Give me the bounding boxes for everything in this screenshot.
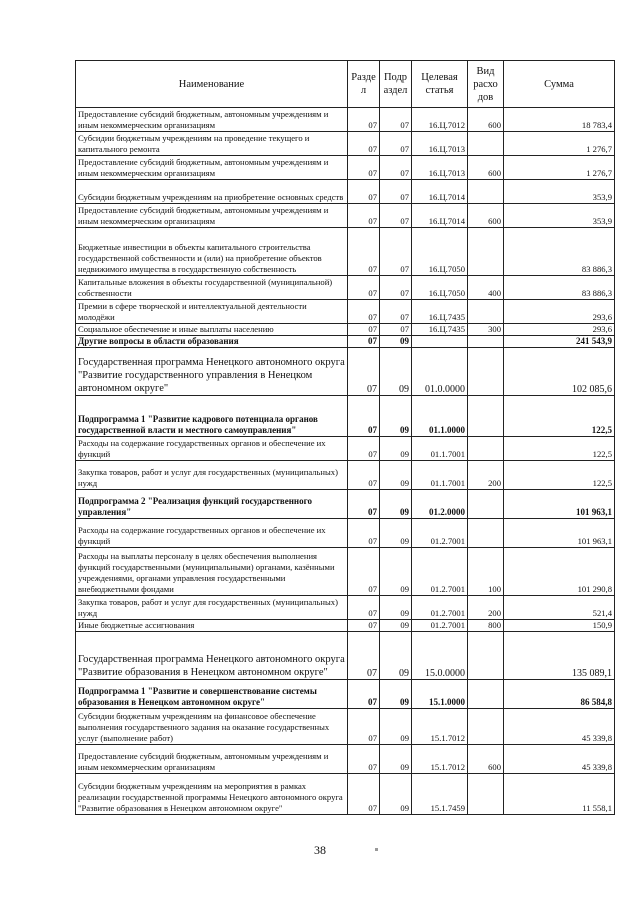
row-name: Государственная программа Ненецкого автономного округа "Развитие государственного управления в Ненецком автономном округе" [76,348,348,396]
row-subsection: 09 [380,774,412,815]
row-subsection: 09 [380,348,412,396]
row-subsection: 07 [380,132,412,156]
table-row [76,108,615,132]
row-kind: 800 [468,620,504,632]
row-subsection: 07 [380,156,412,180]
row-subsection: 09 [380,336,412,348]
row-sum: 1 276,7 [504,156,615,180]
row-name: Социальное обеспечение и иные выплаты населению [76,324,348,336]
row-section: 07 [348,180,380,204]
row-target: 01.0.0000 [412,348,468,396]
table-row [76,348,615,396]
table-row [76,132,615,156]
row-sum: 1 276,7 [504,132,615,156]
row-subsection: 09 [380,596,412,620]
row-subsection: 07 [380,324,412,336]
row-target: 01.2.7001 [412,548,468,596]
header-target: Целевая статья [412,61,468,108]
row-subsection: 09 [380,680,412,709]
table-row [76,228,615,276]
header-subsection: Подр аздел [380,61,412,108]
row-subsection: 09 [380,396,412,437]
row-target: 01.1.7001 [412,461,468,490]
row-kind: 200 [468,596,504,620]
row-section: 07 [348,300,380,324]
row-section: 07 [348,519,380,548]
table-row [76,300,615,324]
header-name: Наименование [76,61,348,108]
scan-speck [375,848,378,851]
row-kind: 300 [468,324,504,336]
row-sum: 293,6 [504,300,615,324]
row-target: 16.Ц.7050 [412,228,468,276]
row-name: Капитальные вложения в объекты государственной (муниципальной) собственности [76,276,348,300]
row-sum: 122,5 [504,396,615,437]
row-section: 07 [348,396,380,437]
row-name: Субсидии бюджетным учреждениям на проведение текущего и капитального ремонта [76,132,348,156]
row-target: 15.1.7012 [412,745,468,774]
header-kind: Вид расхо дов [468,61,504,108]
row-sum: 101 290,8 [504,548,615,596]
table-row [76,204,615,228]
table-row [76,396,615,437]
row-sum: 135 089,1 [504,632,615,680]
table-row [76,156,615,180]
row-target: 01.2.7001 [412,596,468,620]
row-subsection: 09 [380,519,412,548]
row-subsection: 07 [380,276,412,300]
row-target: 01.1.7001 [412,437,468,461]
row-section: 07 [348,276,380,300]
row-target: 16.Ц.7014 [412,180,468,204]
row-kind: 600 [468,108,504,132]
row-name: Предоставление субсидий бюджетным, автономным учреждениям и иным некоммерческим организациям [76,204,348,228]
row-subsection: 09 [380,548,412,596]
table-row [76,596,615,620]
row-sum: 11 558,1 [504,774,615,815]
row-section: 07 [348,745,380,774]
row-target: 16.Ц.7013 [412,156,468,180]
row-section: 07 [348,620,380,632]
table-row [76,774,615,815]
row-section: 07 [348,108,380,132]
table-row [76,620,615,632]
row-subsection: 09 [380,490,412,519]
row-target: 16.Ц.7050 [412,276,468,300]
row-name: Предоставление субсидий бюджетным, автономным учреждениям и иным некоммерческим организациям [76,156,348,180]
row-sum: 521,4 [504,596,615,620]
row-section: 07 [348,709,380,745]
row-sum: 86 584,8 [504,680,615,709]
row-subsection: 07 [380,108,412,132]
row-kind [468,774,504,815]
row-name: Другие вопросы в области образования [76,336,348,348]
row-section: 07 [348,437,380,461]
table-row [76,680,615,709]
row-section: 07 [348,132,380,156]
row-subsection: 09 [380,745,412,774]
row-subsection: 09 [380,632,412,680]
row-kind: 200 [468,461,504,490]
row-kind [468,132,504,156]
row-target: 16.Ц.7012 [412,108,468,132]
row-kind [468,490,504,519]
row-sum: 101 963,1 [504,490,615,519]
row-name: Бюджетные инвестиции в объекты капитального строительства государственной собственности и (или) на приобретение объектов недвижимого имущества в государственную собственность [76,228,348,276]
row-kind: 100 [468,548,504,596]
row-name: Субсидии бюджетным учреждениям на мероприятия в рамках реализации государственной программы Ненецкого автономного округа "Развитие образования в Ненецком автономном округе" [76,774,348,815]
row-name: Предоставление субсидий бюджетным, автономным учреждениям и иным некоммерческим организациям [76,745,348,774]
row-name: Премии в сфере творческой и интеллектуальной деятельности молодёжи [76,300,348,324]
row-target: 16.Ц.7014 [412,204,468,228]
row-section: 07 [348,348,380,396]
row-target: 15.0.0000 [412,632,468,680]
row-kind [468,680,504,709]
row-name: Подпрограмма 1 "Развитие кадрового потенциала органов государственной власти и местного самоуправления" [76,396,348,437]
row-target: 16.Ц.7435 [412,300,468,324]
row-target: 15.1.7459 [412,774,468,815]
row-target: 01.2.7001 [412,519,468,548]
row-section: 07 [348,490,380,519]
table-row [76,490,615,519]
table-row [76,745,615,774]
row-kind [468,437,504,461]
table-row [76,632,615,680]
row-name: Подпрограмма 2 "Реализация функций государственного управления" [76,490,348,519]
row-sum: 150,9 [504,620,615,632]
row-section: 07 [348,156,380,180]
row-sum: 45 339,8 [504,745,615,774]
row-kind: 400 [468,276,504,300]
row-name: Субсидии бюджетным учреждениям на финансовое обеспечение выполнения государственного задания на оказание государственных услуг (выполнение работ) [76,709,348,745]
table-row [76,709,615,745]
row-target: 15.1.0000 [412,680,468,709]
row-kind [468,519,504,548]
table-row [76,519,615,548]
row-target: 01.2.7001 [412,620,468,632]
row-kind [468,709,504,745]
row-sum: 102 085,6 [504,348,615,396]
header-sum: Сумма [504,61,615,108]
row-sum: 45 339,8 [504,709,615,745]
row-section: 07 [348,680,380,709]
row-target: 16.Ц.7435 [412,324,468,336]
row-subsection: 09 [380,620,412,632]
row-subsection: 07 [380,180,412,204]
row-name: Расходы на содержание государственных органов и обеспечение их функций [76,519,348,548]
row-target: 01.2.0000 [412,490,468,519]
row-sum: 83 886,3 [504,228,615,276]
row-kind: 600 [468,204,504,228]
table-header-row [76,61,615,108]
row-sum: 18 783,4 [504,108,615,132]
row-subsection: 07 [380,204,412,228]
row-name: Расходы на содержание государственных органов и обеспечение их функций [76,437,348,461]
row-section: 07 [348,596,380,620]
row-kind [468,180,504,204]
row-name: Субсидии бюджетным учреждениям на приобретение основных средств [76,180,348,204]
row-name: Предоставление субсидий бюджетным, автономным учреждениям и иным некоммерческим организациям [76,108,348,132]
row-section: 07 [348,774,380,815]
table-row [76,461,615,490]
row-sum: 241 543,9 [504,336,615,348]
table-row [76,180,615,204]
row-sum: 353,9 [504,180,615,204]
row-subsection: 07 [380,300,412,324]
row-subsection: 07 [380,228,412,276]
row-sum: 101 963,1 [504,519,615,548]
row-subsection: 09 [380,437,412,461]
table-row [76,324,615,336]
row-section: 07 [348,461,380,490]
row-kind [468,632,504,680]
row-sum: 293,6 [504,324,615,336]
budget-table [75,60,615,815]
row-subsection: 09 [380,709,412,745]
row-target: 01.1.0000 [412,396,468,437]
row-target: 15.1.7012 [412,709,468,745]
page-number: 38 [314,843,326,857]
row-kind [468,336,504,348]
row-sum: 353,9 [504,204,615,228]
header-section: Разде л [348,61,380,108]
row-name: Закупка товаров, работ и услуг для государственных (муниципальных) нужд [76,596,348,620]
row-section: 07 [348,204,380,228]
row-sum: 122,5 [504,437,615,461]
row-name: Расходы на выплаты персоналу в целях обеспечения выполнения функций государственными (муниципальными) органами, казёнными учреждениями, органами управления государственными внебюджетными фондами [76,548,348,596]
row-name: Подпрограмма 1 "Развитие и совершенствование системы образования в Ненецком автономном округе" [76,680,348,709]
row-kind: 600 [468,745,504,774]
row-target: 16.Ц.7013 [412,132,468,156]
row-section: 07 [348,336,380,348]
row-section: 07 [348,324,380,336]
row-sum: 83 886,3 [504,276,615,300]
row-kind [468,300,504,324]
table-row [76,437,615,461]
row-section: 07 [348,548,380,596]
row-kind [468,348,504,396]
row-section: 07 [348,632,380,680]
row-name: Иные бюджетные ассигнования [76,620,348,632]
row-name: Государственная программа Ненецкого автономного округа "Развитие образования в Ненецком автономном округе" [76,632,348,680]
row-kind [468,396,504,437]
row-target [412,336,468,348]
table-row [76,336,615,348]
table-row [76,276,615,300]
row-name: Закупка товаров, работ и услуг для государственных (муниципальных) нужд [76,461,348,490]
row-sum: 122,5 [504,461,615,490]
table-row [76,548,615,596]
row-kind: 600 [468,156,504,180]
row-kind [468,228,504,276]
row-section: 07 [348,228,380,276]
row-subsection: 09 [380,461,412,490]
